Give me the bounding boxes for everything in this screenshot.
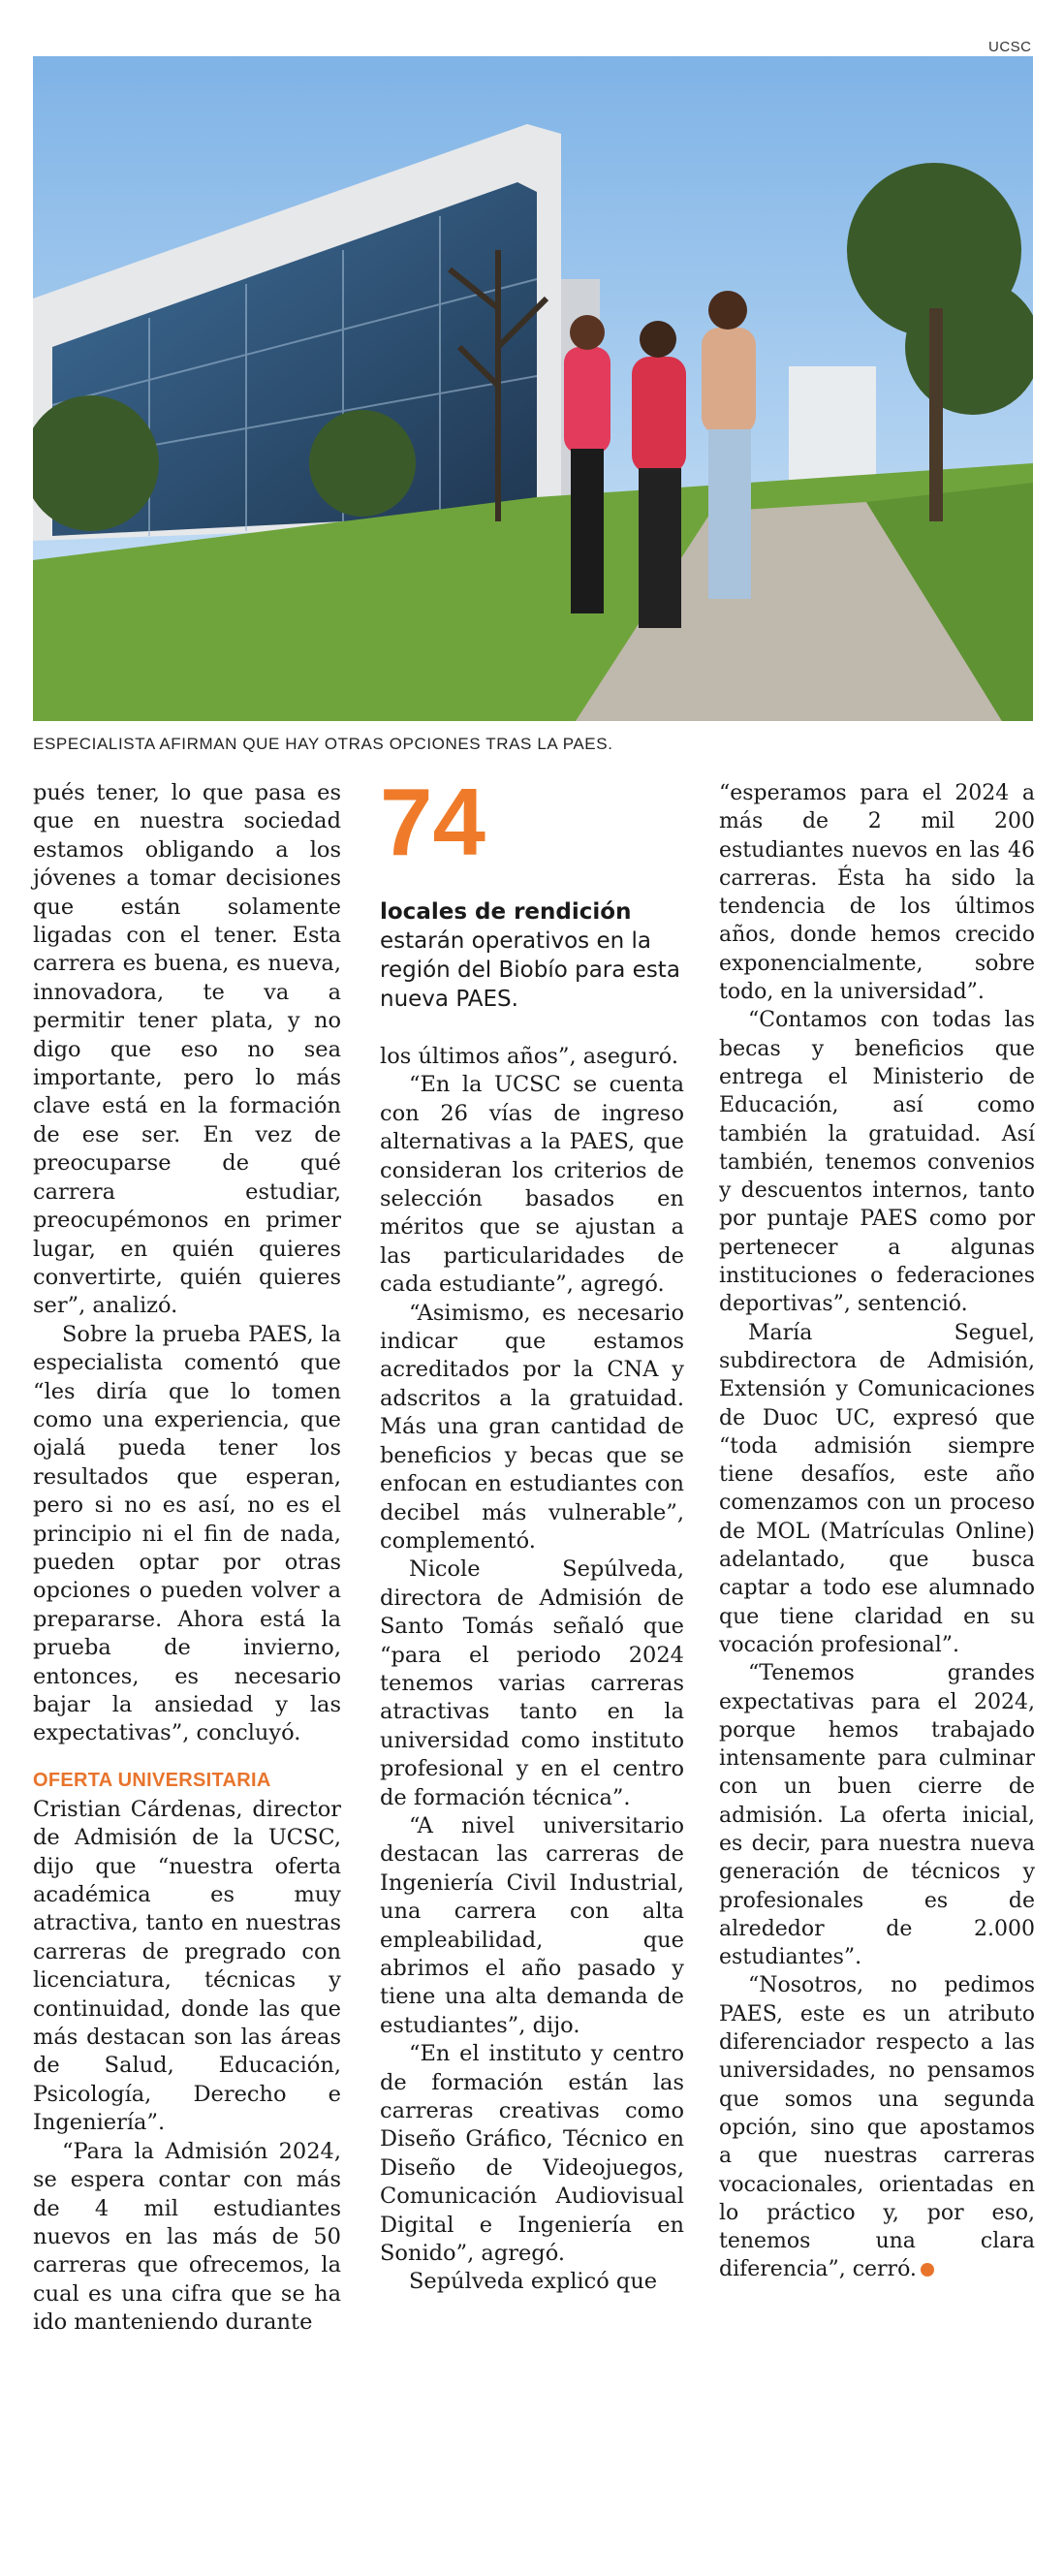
stat-description: [380, 897, 684, 1014]
paragraph: Sepúlveda explicó que: [409, 2269, 658, 2295]
photo-caption: ESPECIALISTA AFIRMAN QUE HAY OTRAS OPCIONES TRAS LA PAES.: [33, 735, 613, 753]
paragraph: “Para la Admisión 2024, se espera contar con más de 4 mil estudiantes nuevos en las más de 50 carreras que ofrecemos, la cual es una cifra que se ha ido manteniendo durante: [33, 2138, 341, 2336]
paragraph: pués tener, lo que pasa es que en nuestra sociedad estamos obligando a los jóvenes a tomar decisiones que están solamente ligadas con el tener. Esta carrera es buena, es nueva, innovadora, te va a permitir tener plata, y no digo que eso no sea importante, pero lo más clave está en la formación de ese ser. En vez de preocuparse de qué carrera estudiar, preocupémonos en primer lugar, en quién quieres convertirte, quién quieres ser”, analizó.: [33, 780, 341, 1319]
section-subhead: OFERTA UNIVERSITARIA: [33, 1769, 271, 1791]
article-column-3: [719, 779, 1035, 2284]
paragraph: “En la UCSC se cuenta con 26 vías de ingreso alternativas a la PAES, que consideran los criterios de selección basados en méritos que se ajustan a las particularidades de cada estudiante”, agregó.: [380, 1072, 684, 1298]
campus-illustration: [33, 56, 1033, 721]
paragraph: los últimos años”, aseguró.: [380, 1044, 678, 1069]
closing-text: “Nosotros, no pedimos PAES, este es un atributo diferenciador respecto a las universidades, no pensamos que somos una segunda opción, sino que apostamos a que nuestras carreras vocacionales, orientadas en lo práctico y, por eso, tenemos una clara diferencia”, cerró.: [719, 1973, 1035, 2282]
stat-text: estarán operativos en la región del Biobío para esta nueva PAES.: [380, 928, 680, 1012]
article-column-1: [33, 779, 341, 2338]
paragraph: “A nivel universitario destacan las carreras de Ingeniería Civil Industrial, una carrera con alta empleabilidad, que abrimos el año pasado y tiene una alta demanda de estudiantes”, dijo.: [380, 1812, 684, 2038]
paragraph: “En el instituto y centro de formación están las carreras creativas como Diseño Gráfico, Técnico en Diseño de Videojuegos, Comunicación Audiovisual Digital e Ingeniería en Sonido”, agregó.: [380, 2041, 684, 2267]
stat-number: 74: [380, 769, 486, 875]
stat-bold-text: locales de rendición: [380, 899, 632, 925]
paragraph: [719, 1971, 1035, 2283]
paragraph: “Tenemos grandes expectativas para el 2024, porque hemos trabajado intensamente para culminar con un buen cierre de admisión. La oferta inicial, es decir, para nuestra nueva generación de técnicos y profesionales es de alrededor de 2.000 estudiantes”.: [719, 1661, 1035, 1970]
article-column-2: [380, 769, 684, 2297]
paragraph: “esperamos para el 2024 a más de 2 mil 200 estudiantes nuevos en las 46 carreras. Ésta ha sido la tendencia de los últimos años, donde hemos crecido exponencialmente, sobre todo, en la universidad”.: [719, 781, 1035, 1005]
paragraph: “Contamos con todas las becas y beneficios que entrega el Ministerio de Educación, así como también la gratuidad. Así también, tenemos convenios y descuentos internos, tanto por puntaje PAES como por pertenecer a algunas instituciones o federaciones deportivas”, sentenció.: [719, 1008, 1035, 1317]
paragraph: Nicole Sepúlveda, directora de Admisión de Santo Tomás señaló que “para el periodo 2024 tenemos varias carreras atractivas tanto en la universidad como instituto profesional y en el centro de formación técnica”.: [380, 1556, 684, 1810]
paragraph: María Seguel, subdirectora de Admisión, Extensión y Comunicaciones de Duoc UC, expresó que “toda admisión siempre tiene desafíos, este año comenzamos con un proceso de MOL (Matrículas Online) adelantado, que busca captar a todo ese alumnado que tiene claridad en su vocación profesional”.: [719, 1320, 1035, 1657]
campus-photo: [33, 56, 1033, 721]
photo-credit: UCSC: [988, 39, 1032, 55]
article-end-icon: [921, 2263, 934, 2277]
paragraph: Sobre la prueba PAES, la especialista comentó que “les diría que lo tomen como una experiencia, que ojalá pueda tener los resultados que esperan, pero si no es así, no es el principio ni el fin de nada, pueden optar por otras opciones o pueden volver a prepararse. Ahora está la prueba de invierno, entonces, es necesario bajar la ansiedad y las expectativas”, concluyó.: [33, 1321, 341, 1746]
paragraph: “Asimismo, es necesario indicar que estamos acreditados por la CNA y adscritos a la gratuidad. Más una gran cantidad de beneficios y becas que se enfocan en estudiantes con decibel más vulnerable”, complementó.: [380, 1300, 684, 1554]
paragraph: Cristian Cárdenas, director de Admisión de la UCSC, dijo que “nuestra oferta académica es muy atractiva, tanto en nuestras carreras de pregrado con licenciatura, técnicas y continuidad, donde las que más destacan son las áreas de Salud, Educación, Psicología, Derecho e Ingeniería”.: [33, 1796, 341, 2136]
